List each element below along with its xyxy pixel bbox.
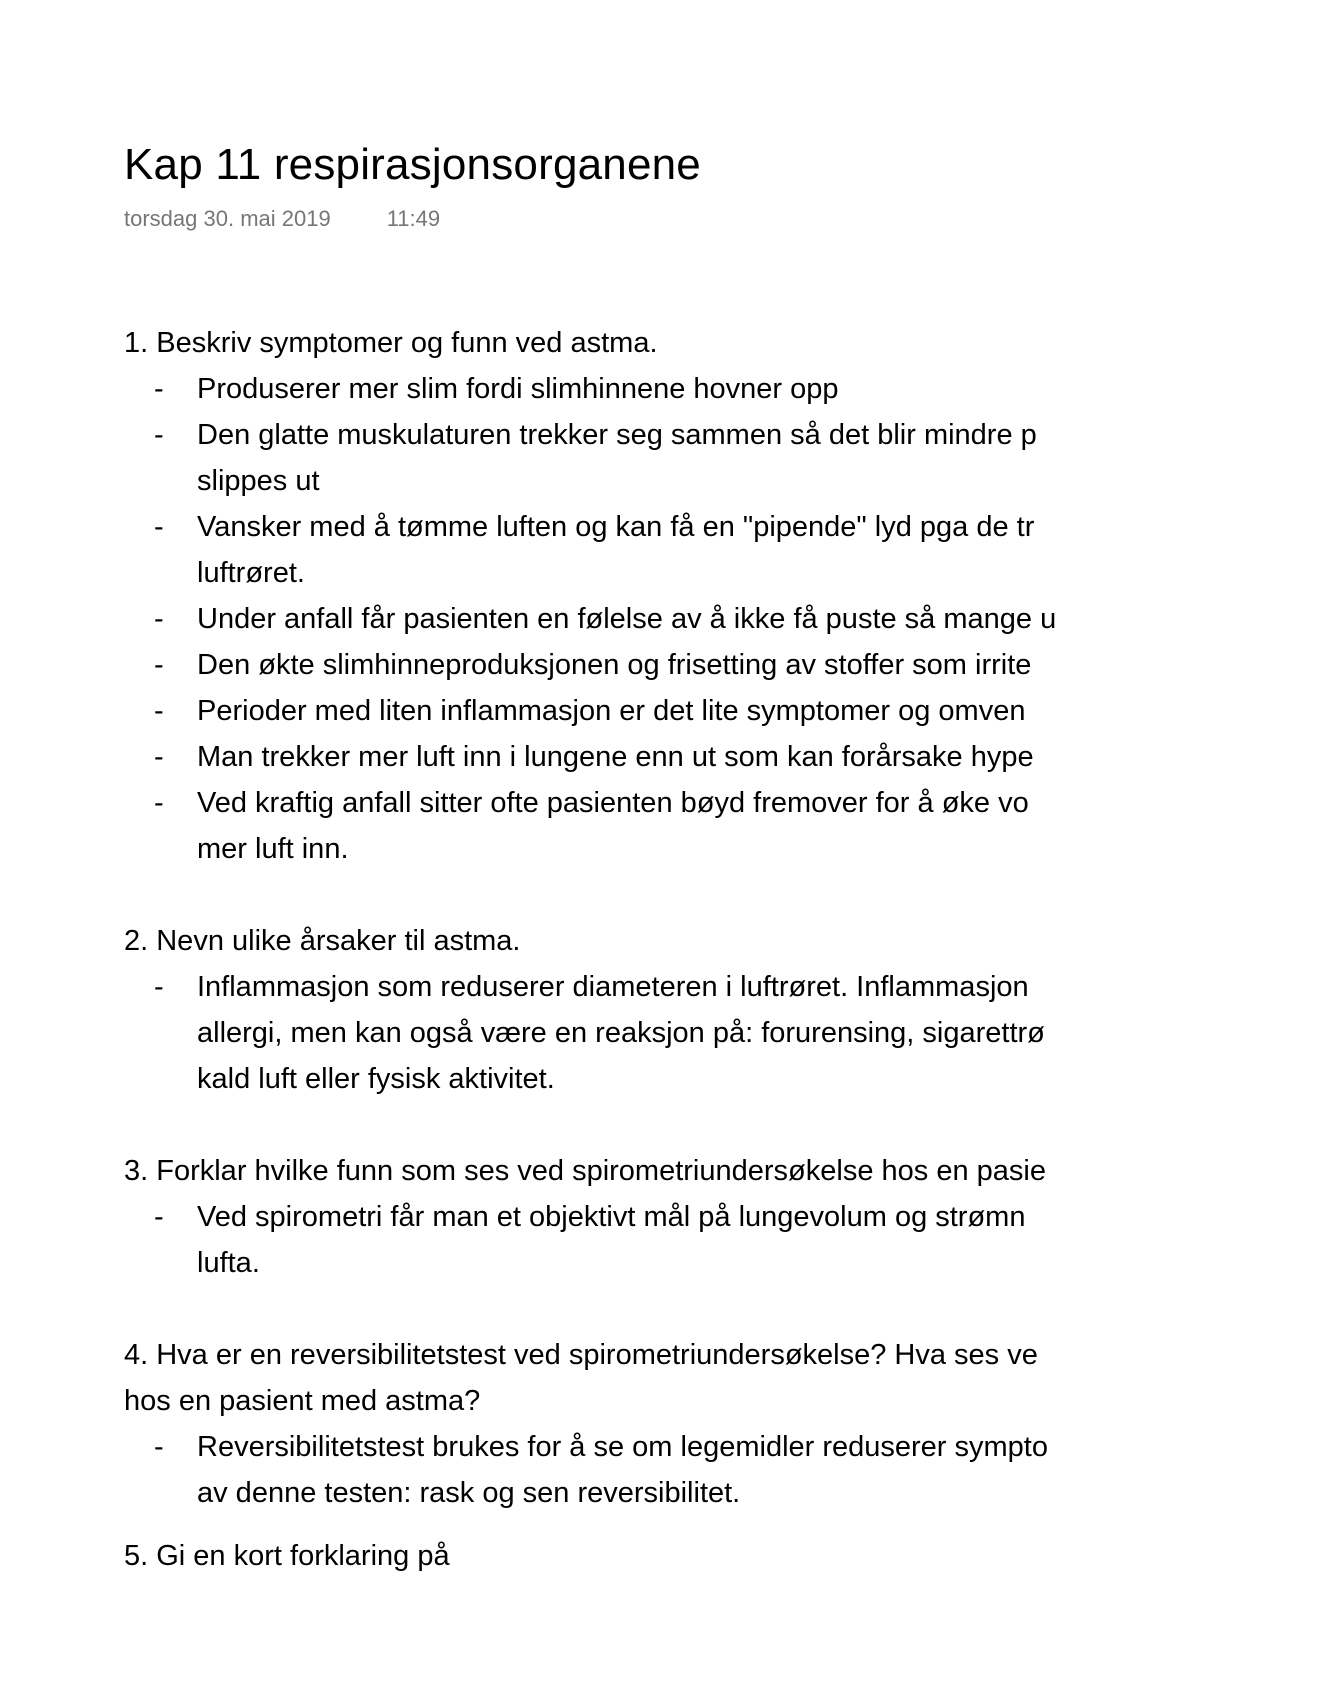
note-time: 11:49 [386,206,441,231]
answer-line: Under anfall får pasienten en følelse av å ikke få puste så mange u [197,603,1057,635]
dash-bullet: - [154,741,164,773]
answer-line: Inflammasjon som reduserer diameteren i luftrøret. Inflammasjon [197,971,1029,1003]
section-2 [124,918,1324,1102]
question-3: 3. Forklar hvilke funn som ses ved spirometriundersøkelse hos en pasie [124,1155,1046,1187]
answer-list-1 [124,366,1324,872]
answer-line: Perioder med liten inflammasjon er det lite symptomer og omven [197,695,1026,727]
cutoff-question-5 [124,1540,450,1579]
answer-list-4 [124,1424,1324,1516]
answer-item [124,642,1297,688]
dash-bullet: - [154,1431,164,1463]
answer-line: Den økte slimhinneproduksjonen og frisetting av stoffer som irrite [197,649,1032,681]
answer-item [124,1194,1297,1286]
answer-item [124,366,1297,412]
note-date: torsdag 30. mai 2019 [124,206,331,231]
answer-line: kald luft eller fysisk aktivitet. [197,1063,555,1095]
answer-item [124,964,1297,1102]
section-4 [124,1332,1324,1516]
dash-bullet: - [154,787,164,819]
answer-line: Ved spirometri får man et objektivt mål på lungevolum og strømn [197,1201,1026,1233]
note-content [124,320,1324,1562]
answer-line: lufta. [197,1247,260,1279]
dash-bullet: - [154,419,164,451]
section-1 [124,320,1324,872]
answer-list-2 [124,964,1324,1102]
dash-bullet: - [154,603,164,635]
question-2: 2. Nevn ulike årsaker til astma. [124,925,521,957]
answer-line: luftrøret. [197,557,305,589]
answer-line: Reversibilitetstest brukes for å se om legemidler reduserer sympto [197,1431,1048,1463]
answer-item [124,734,1297,780]
page-title: Kap 11 respirasjonsorganene [124,140,701,189]
answer-item [124,1424,1297,1516]
dash-bullet: - [154,511,164,543]
cutoff-text: 5. Gi en kort forklaring på [124,1540,450,1572]
answer-line: Man trekker mer luft inn i lungene enn ut som kan forårsake hype [197,741,1034,773]
answer-line: Den glatte muskulaturen trekker seg sammen så det blir mindre p [197,419,1037,451]
answer-item [124,780,1297,872]
answer-line: Ved kraftig anfall sitter ofte pasienten bøyd fremover for å øke vo [197,787,1029,819]
answer-item [124,412,1297,504]
dash-bullet: - [154,971,164,1003]
note-timestamp [124,205,440,233]
answer-line: Vansker med å tømme luften og kan få en "pipende" lyd pga de tr [197,511,1035,543]
answer-line: mer luft inn. [197,833,349,865]
dash-bullet: - [154,373,164,405]
question-1: 1. Beskriv symptomer og funn ved astma. [124,327,658,359]
answer-line: av denne testen: rask og sen reversibilitet. [197,1477,741,1509]
answer-line: slippes ut [197,465,320,497]
answer-item [124,504,1297,596]
section-3 [124,1148,1324,1286]
answer-list-3 [124,1194,1324,1286]
answer-line: Produserer mer slim fordi slimhinnene hovner opp [197,373,839,405]
question-4-line-1: 4. Hva er en reversibilitetstest ved spirometriundersøkelse? Hva ses ve [124,1339,1038,1371]
answer-line: allergi, men kan også være en reaksjon på: forurensing, sigarettrø [197,1017,1045,1049]
dash-bullet: - [154,1201,164,1233]
answer-item [124,688,1297,734]
answer-item [124,596,1297,642]
dash-bullet: - [154,695,164,727]
dash-bullet: - [154,649,164,681]
question-4-line-2: hos en pasient med astma? [124,1385,481,1417]
